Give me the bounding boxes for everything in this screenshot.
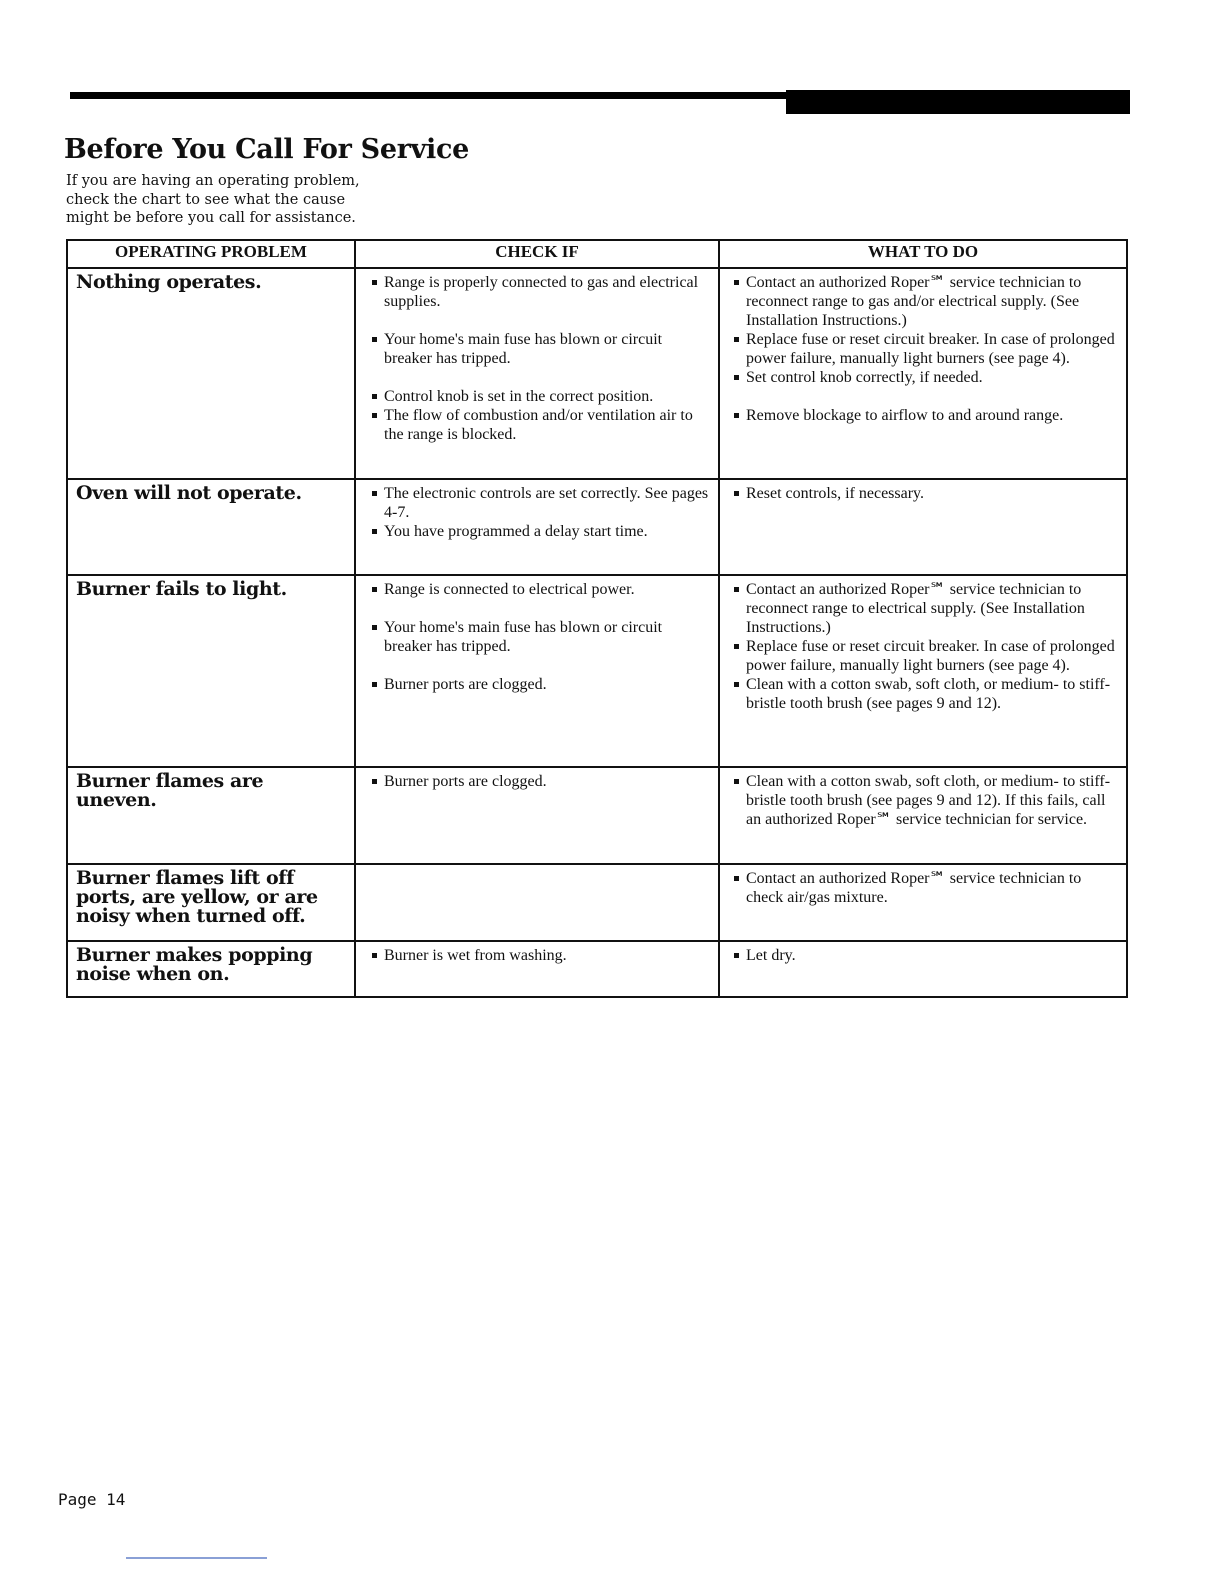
table-row bbox=[67, 575, 1127, 767]
table-row bbox=[67, 864, 1127, 941]
intro-line: If you are having an operating problem, bbox=[66, 173, 360, 189]
problem-cell: Burner fails to light. bbox=[67, 575, 355, 767]
check-cell bbox=[355, 575, 719, 767]
problem-cell: Burner flames are uneven. bbox=[67, 767, 355, 864]
check-cell bbox=[355, 268, 719, 479]
check-cell bbox=[355, 479, 719, 575]
check-item: The electronic controls are set correctly. See pages 4-7. bbox=[370, 484, 710, 522]
todo-cell bbox=[719, 767, 1127, 864]
intro-text bbox=[66, 172, 426, 228]
check-item: Burner is wet from washing. bbox=[370, 946, 710, 965]
check-cell bbox=[355, 767, 719, 864]
action-item: Clean with a cotton swab, soft cloth, or medium- to stiff-bristle tooth brush (see pages 9 and 12). bbox=[732, 675, 1122, 713]
check-item: Burner ports are clogged. bbox=[370, 675, 710, 694]
column-header-todo: WHAT TO DO bbox=[719, 240, 1127, 268]
todo-cell bbox=[719, 864, 1127, 941]
action-item: Replace fuse or reset circuit breaker. In case of prolonged power failure, manually light burners (see page 4). bbox=[732, 330, 1122, 368]
todo-cell bbox=[719, 575, 1127, 767]
problem-cell: Oven will not operate. bbox=[67, 479, 355, 575]
check-cell bbox=[355, 864, 719, 941]
action-item: Contact an authorized Roper℠ service technician to reconnect range to gas and/or electrical supply. (See Installation Instructions.) bbox=[732, 273, 1122, 330]
header-rule-block bbox=[786, 90, 1130, 114]
action-item: Contact an authorized Roper℠ service technician to reconnect range to electrical supply. (See Installation Instructions.) bbox=[732, 580, 1122, 637]
check-item: Range is properly connected to gas and electrical supplies. bbox=[370, 273, 710, 311]
intro-line: might be before you call for assistance. bbox=[66, 210, 356, 226]
intro-line: check the chart to see what the cause bbox=[66, 191, 346, 208]
table-row bbox=[67, 767, 1127, 864]
check-item: Your home's main fuse has blown or circuit breaker has tripped. bbox=[370, 330, 710, 368]
check-item: The flow of combustion and/or ventilation air to the range is blocked. bbox=[370, 406, 710, 444]
action-item: Replace fuse or reset circuit breaker. In case of prolonged power failure, manually light burners (see page 4). bbox=[732, 637, 1122, 675]
todo-cell bbox=[719, 268, 1127, 479]
problem-cell: Burner flames lift off ports, are yellow, or are noisy when turned off. bbox=[67, 864, 355, 941]
action-item: Reset controls, if necessary. bbox=[732, 484, 1122, 503]
action-item: Remove blockage to airflow to and around range. bbox=[732, 406, 1122, 425]
page-number: Page 14 bbox=[58, 1490, 126, 1509]
header-rule bbox=[70, 92, 790, 99]
todo-cell bbox=[719, 479, 1127, 575]
problem-cell: Burner makes popping noise when on. bbox=[67, 941, 355, 997]
column-header-check: CHECK IF bbox=[355, 240, 719, 268]
page-title: Before You Call For Service bbox=[64, 134, 469, 165]
table-row bbox=[67, 941, 1127, 997]
table-header-row bbox=[67, 240, 1127, 268]
action-item: Contact an authorized Roper℠ service technician to check air/gas mixture. bbox=[732, 869, 1122, 907]
action-item: Let dry. bbox=[732, 946, 1122, 965]
troubleshooting-table bbox=[66, 239, 1128, 998]
check-item: You have programmed a delay start time. bbox=[370, 522, 710, 541]
check-cell bbox=[355, 941, 719, 997]
table-row bbox=[67, 479, 1127, 575]
check-item: Burner ports are clogged. bbox=[370, 772, 710, 791]
action-item: Clean with a cotton swab, soft cloth, or medium- to stiff-bristle tooth brush (see pages 9 and 12). If this fails, call an authorized Roper℠ service technician for service. bbox=[732, 772, 1122, 829]
table-row bbox=[67, 268, 1127, 479]
todo-cell bbox=[719, 941, 1127, 997]
problem-cell: Nothing operates. bbox=[67, 268, 355, 479]
check-item: Control knob is set in the correct position. bbox=[370, 387, 710, 406]
check-item: Range is connected to electrical power. bbox=[370, 580, 710, 599]
column-header-problem: OPERATING PROBLEM bbox=[67, 240, 355, 268]
bottom-divider bbox=[126, 1557, 267, 1559]
check-item: Your home's main fuse has blown or circuit breaker has tripped. bbox=[370, 618, 710, 656]
action-item: Set control knob correctly, if needed. bbox=[732, 368, 1122, 387]
